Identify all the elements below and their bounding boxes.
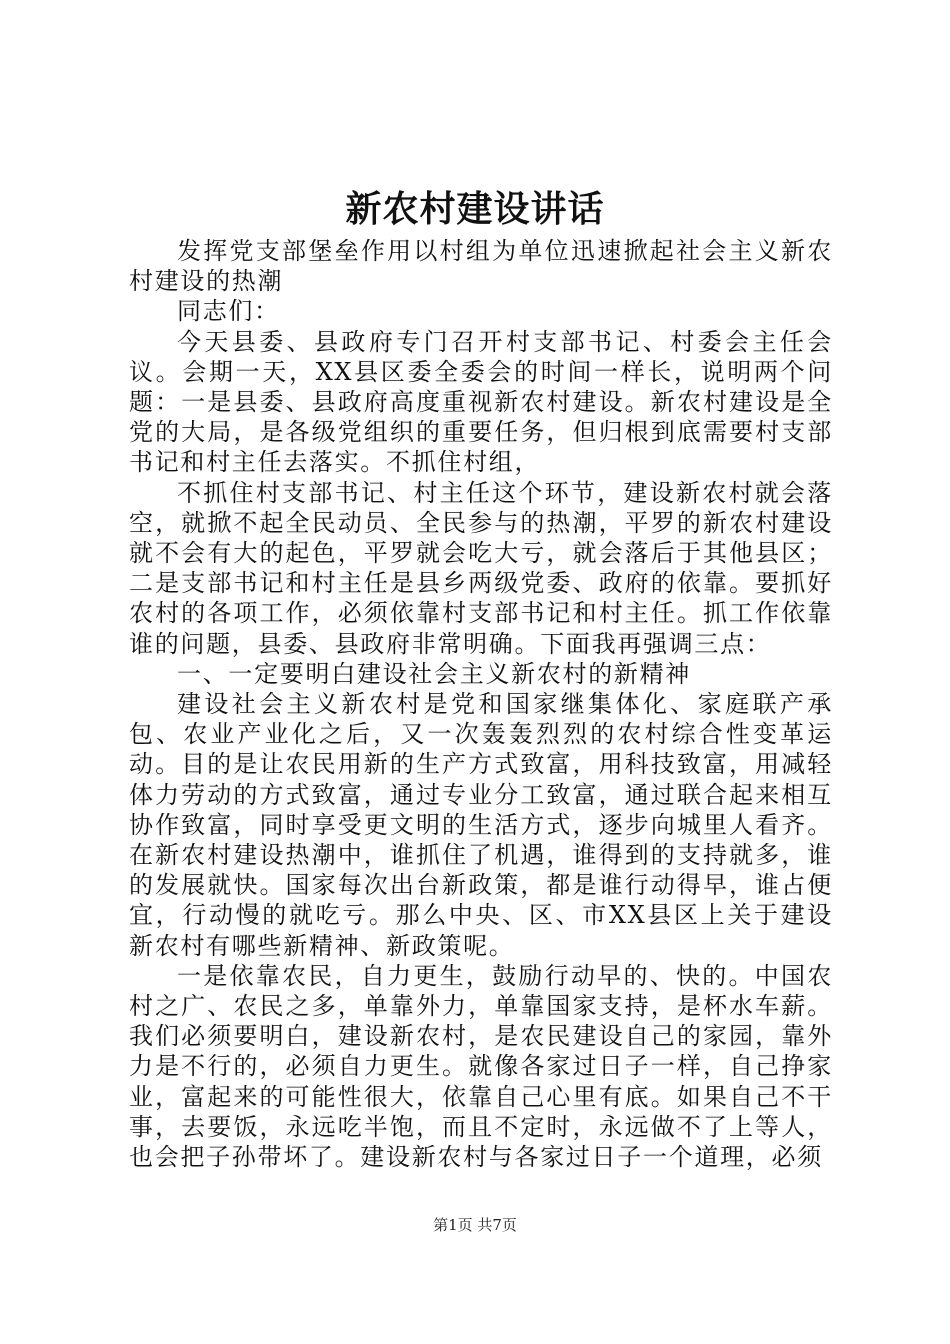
page-footer: 第1页 共7页 — [433, 1216, 517, 1234]
section-heading: 一、一定要明白建设社会主义新农村的新精神 — [177, 659, 691, 688]
paragraph-text: 一是依靠农民，自力更生，鼓励行动早的、快的。中国农村之广、农民之多，单靠外力，单靠国家支持，是杯水车薪。我们必须要明白，建设新农村，是农民建设自己的家园，靠外力是不行的，必须自力更生。就像各家过日子一样，自己挣家业，富起来的可能性很大，依靠自己心里有底。如果自己不干事，去要饭，永远吃半饱，而且不定时，永远做不了上等人，也会把子孙带坏了。建设新农村与各家过日子一个道理，必须 — [129, 961, 833, 1172]
paragraph-subtitle: 发挥党支部堡垒作用以村组为单位迅速掀起社会主义新农村建设的热潮 — [129, 237, 833, 296]
document-body — [129, 236, 833, 1172]
paragraph-text: 今天县委、县政府专门召开村支部书记、村委会主任会议。会期一天，XX县区委全委会的时间一样长，说明两个问题：一是县委、县政府高度重视新农村建设。新农村建设是全党的大局，是各级党组织的重要任务，但归根到底需要村支部书记和村主任去落实。不抓住村组， — [129, 327, 833, 477]
paragraph-text: 不抓住村支部书记、村主任这个环节，建设新农村就会落空，就掀不起全民动员、全民参与的热潮，平罗的新农村建设就不会有大的起色，平罗就会吃大亏，就会落后于其他县区；二是支部书记和村主任是县乡两级党委、政府的依靠。要抓好农村的各项工作，必须依靠村支部书记和村主任。抓工作依靠谁的问题，县委、县政府非常明确。下面我再强调三点： — [129, 478, 833, 658]
document-title: 新农村建设讲话 — [345, 188, 605, 230]
paragraph-text: 建设社会主义新农村是党和国家继集体化、家庭联产承包、农业产业化之后，又一次轰轰烈烈的农村综合性变革运动。目的是让农民用新的生产方式致富，用科技致富，用减轻体力劳动的方式致富，通过专业分工致富，通过联合起来相互协作致富，同时享受更文明的生活方式，逐步向城里人看齐。在新农村建设热潮中，谁抓住了机遇，谁得到的支持就多，谁的发展就快。国家每次出台新政策，都是谁行动得早，谁占便宜，行动慢的就吃亏。那么中央、区、市XX县区上关于建设新农村有哪些新精神、新政策呢。 — [129, 690, 833, 960]
paragraph-salutation: 同志们： — [177, 297, 280, 326]
